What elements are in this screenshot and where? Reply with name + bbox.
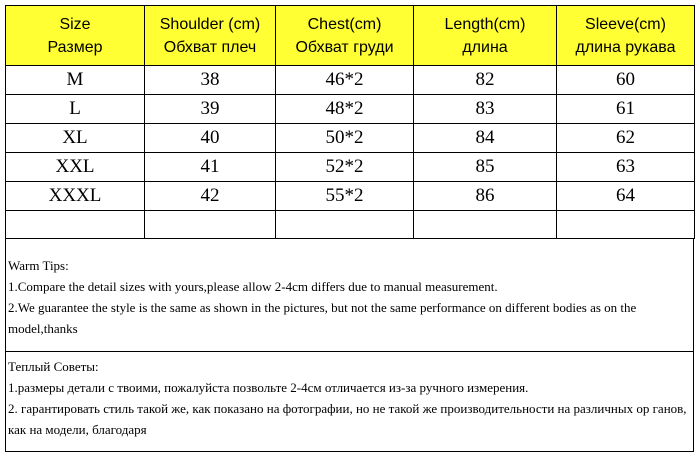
cell-chest: 55*2	[276, 182, 414, 211]
cell-length: 86	[414, 182, 557, 211]
cell-size: XL	[6, 124, 145, 153]
cell-size: M	[6, 66, 145, 95]
warm-tips-line-2: 2.We guarantee the style is the same as shown in the pictures, but not the same performance on different bodies as on the model,thanks	[8, 300, 637, 336]
header-size-ru: Размер	[47, 38, 103, 56]
cell-chest: 48*2	[276, 95, 414, 124]
empty-cell	[6, 211, 145, 239]
cell-length: 83	[414, 95, 557, 124]
cell-size: XXXL	[6, 182, 145, 211]
header-sleeve	[557, 6, 695, 66]
empty-cell	[557, 211, 695, 239]
empty-cell	[145, 211, 276, 239]
warm-tips-ru-title: Теплый Советы:	[8, 359, 99, 374]
cell-shoulder: 38	[145, 66, 276, 95]
table-row	[6, 124, 695, 153]
warm-tips-russian	[5, 352, 694, 452]
header-chest-ru: Обхват груди	[295, 38, 394, 56]
cell-shoulder: 42	[145, 182, 276, 211]
warm-tips-english	[5, 239, 694, 352]
header-size	[6, 6, 145, 66]
header-length-ru: длина	[462, 38, 508, 56]
warm-tips-title: Warm Tips:	[8, 258, 69, 273]
cell-length: 82	[414, 66, 557, 95]
cell-length: 85	[414, 153, 557, 182]
cell-sleeve: 61	[557, 95, 695, 124]
cell-size: XXL	[6, 153, 145, 182]
cell-sleeve: 62	[557, 124, 695, 153]
table-row	[6, 66, 695, 95]
size-chart	[5, 5, 694, 460]
header-shoulder-ru: Обхват плеч	[163, 38, 257, 56]
header-length-en: Length(cm)	[444, 15, 526, 33]
cell-shoulder: 41	[145, 153, 276, 182]
header-shoulder-en: Shoulder (cm)	[159, 15, 261, 33]
table-row	[6, 95, 695, 124]
cell-size: L	[6, 95, 145, 124]
header-shoulder	[145, 6, 276, 66]
warm-tips-ru-line-2: 2. гарантировать стиль такой же, как показано на фотографии, но не такой же производительности на различных ор ганов, как на модели, благодаря	[8, 401, 687, 437]
size-table	[5, 5, 695, 239]
table-row	[6, 182, 695, 211]
cell-shoulder: 40	[145, 124, 276, 153]
empty-cell	[276, 211, 414, 239]
cell-chest: 46*2	[276, 66, 414, 95]
header-size-en: Size	[59, 15, 91, 33]
warm-tips-line-1: 1.Compare the detail sizes with yours,please allow 2-4cm differs due to manual measurement.	[8, 279, 498, 294]
warm-tips-ru-line-1: 1.размеры детали с твоими, пожалуйста позвольте 2-4см отличается из-за ручного измерения.	[8, 380, 529, 395]
cell-sleeve: 64	[557, 182, 695, 211]
header-length	[414, 6, 557, 66]
cell-sleeve: 63	[557, 153, 695, 182]
header-sleeve-en: Sleeve(cm)	[585, 15, 666, 33]
cell-length: 84	[414, 124, 557, 153]
header-chest-en: Chest(cm)	[307, 15, 382, 33]
cell-sleeve: 60	[557, 66, 695, 95]
cell-chest: 50*2	[276, 124, 414, 153]
table-header-row	[6, 6, 695, 66]
empty-cell	[414, 211, 557, 239]
cell-chest: 52*2	[276, 153, 414, 182]
header-chest	[276, 6, 414, 66]
cell-shoulder: 39	[145, 95, 276, 124]
table-row	[6, 153, 695, 182]
table-empty-row	[6, 211, 695, 239]
header-sleeve-ru: длина рукава	[575, 38, 676, 56]
